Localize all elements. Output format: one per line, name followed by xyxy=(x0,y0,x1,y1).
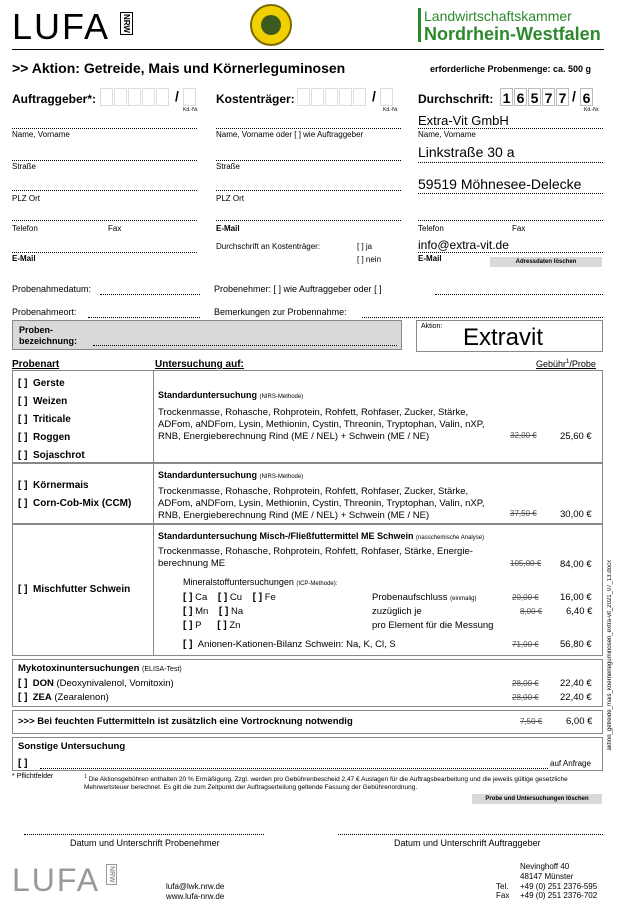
drying-text: >>> Bei feuchten Futtermitteln ist zusätzlich eine Vortrocknung notwendig xyxy=(18,716,353,727)
footer-tel-label: Tel. xyxy=(496,882,509,891)
checkbox[interactable]: [ ] xyxy=(18,480,28,491)
kostentraeger-company-input[interactable] xyxy=(216,116,401,129)
header-rule xyxy=(12,49,604,50)
col3-rule-5 xyxy=(418,252,603,253)
checkbox[interactable]: [ ] xyxy=(18,414,28,425)
nirs-label: (NIRS-Methode) xyxy=(259,474,304,480)
other-checkbox[interactable]: [ ] xyxy=(18,758,28,769)
col2-email-label: E-Mail xyxy=(216,224,240,233)
sampling-place-label: Probenahmeort: xyxy=(12,307,77,317)
checkbox[interactable]: [ ] xyxy=(252,592,263,603)
gebuehr-sup: 1 xyxy=(566,359,570,365)
action-value: Extravit xyxy=(463,324,544,351)
kostentraeger-label: Kostenträger: xyxy=(216,92,295,106)
action-label: Aktion: xyxy=(421,323,443,330)
required-note: * Pflichtfelder xyxy=(12,773,54,780)
sampling-taker-label: Probenehmer: [ ] wie Auftraggeber oder [ ] xyxy=(214,284,382,294)
auftraggeber-company-input[interactable] xyxy=(12,116,197,129)
clear-sample-button[interactable]: Probe und Untersuchungen löschen xyxy=(472,794,602,804)
signature-line-left[interactable] xyxy=(24,834,264,835)
sampling-taker-input[interactable] xyxy=(435,282,603,295)
footer-tel: +49 (0) 251 2376-595 xyxy=(520,882,598,891)
mix-item[interactable] xyxy=(18,584,130,595)
sampling-date-input[interactable] xyxy=(100,282,200,295)
copy-to-label: Durchschrift an Kostenträger: xyxy=(216,242,321,251)
element-label: Fe xyxy=(264,592,276,603)
col3-phone-label: Telefon xyxy=(418,224,444,233)
zea-old-price: 28,00 € xyxy=(512,693,539,702)
anion-new-price: 56,80 € xyxy=(560,639,592,650)
clear-address-button[interactable]: Adressdaten löschen xyxy=(490,257,602,267)
element-label: Na xyxy=(230,606,244,617)
sampling-place-input[interactable] xyxy=(88,305,200,318)
zea-desc: (Zearalenon) xyxy=(54,692,109,703)
sample-amount: erforderliche Probenmenge: ca. 500 g xyxy=(430,64,592,74)
zea-label: ZEA xyxy=(32,692,52,703)
copy-ja-checkbox[interactable]: [ ] ja xyxy=(357,242,373,251)
checkbox[interactable]: [ ] xyxy=(183,639,193,650)
checkbox[interactable]: [ ] xyxy=(183,620,193,631)
checkbox[interactable]: [ ] xyxy=(18,396,28,407)
grain-label: Sojaschrot xyxy=(33,450,85,461)
auftraggeber-kdnr-field[interactable] xyxy=(183,88,197,108)
seal-icon xyxy=(250,4,292,46)
chamber-logo xyxy=(418,8,618,45)
kostentraeger-street-input[interactable] xyxy=(216,178,401,191)
aufschluss-text: Probenaufschluss xyxy=(372,592,448,603)
zuzueglich-new-price: 6,40 € xyxy=(566,606,593,617)
durchschrift-company[interactable]: Extra-Vit GmbH xyxy=(418,113,509,128)
digit: 7 xyxy=(542,88,555,106)
lufa-logo xyxy=(12,6,132,46)
checkbox[interactable]: [ ] xyxy=(18,498,28,509)
durchschrift-slash: / xyxy=(572,88,576,104)
myco-title xyxy=(18,663,182,674)
grain-label: Roggen xyxy=(33,432,71,443)
don-new-price: 22,40 € xyxy=(560,678,592,689)
fee-footnote xyxy=(84,773,604,792)
checkbox[interactable]: [ ] xyxy=(183,592,193,603)
zuzueglich-old-price: 8,00 € xyxy=(520,607,543,616)
std-label: Standarduntersuchung xyxy=(158,470,258,480)
maize-new-price: 30,00 € xyxy=(560,509,592,520)
grain-label: Triticale xyxy=(33,414,71,425)
gebuehr-header xyxy=(536,359,596,369)
footer-fax: +49 (0) 251 2376-702 xyxy=(520,891,598,900)
auftraggeber-plz-input[interactable] xyxy=(12,208,197,221)
footer-street: Nevinghoff 40 xyxy=(520,862,570,871)
checkbox[interactable]: [ ] xyxy=(183,606,193,617)
element-label: Cu xyxy=(229,592,243,603)
elisa-label: (ELISA-Test) xyxy=(142,666,182,673)
don-label: DON xyxy=(32,678,54,689)
footer-web[interactable]: www.lufa-nrw.de xyxy=(166,892,225,901)
list-item[interactable] xyxy=(18,411,85,429)
action-box xyxy=(416,320,603,352)
mineral-title xyxy=(183,577,337,587)
element-row-3 xyxy=(183,620,240,631)
checkbox[interactable]: [ ] xyxy=(18,378,28,389)
list-item[interactable] xyxy=(18,495,131,513)
aufschluss-label xyxy=(372,592,477,603)
kdnr-label-1: Kd.-Nr. xyxy=(183,107,199,113)
footnote-sup: 1 xyxy=(84,774,87,780)
drying-old-price: 7,50 € xyxy=(520,717,543,726)
checkbox[interactable]: [ ] xyxy=(18,432,28,443)
checkbox[interactable]: [ ] xyxy=(18,450,28,461)
maize-label: Körnermais xyxy=(33,480,89,491)
checkbox[interactable]: [ ] xyxy=(217,620,227,631)
checkbox[interactable]: [ ] xyxy=(18,584,28,595)
kostentraeger-slash: / xyxy=(372,88,376,104)
einmalig-text: (einmalig) xyxy=(450,596,477,602)
list-item[interactable] xyxy=(18,477,131,495)
maize-std-title xyxy=(158,470,303,480)
anion-label: Anionen-Kationen-Bilanz Schwein: Na, K, Cl, S xyxy=(197,639,396,650)
col2-plz-label: PLZ Ort xyxy=(216,194,245,203)
probenart-header: Probenart xyxy=(12,359,60,370)
method-label: (nasschemische Analyse) xyxy=(416,535,485,541)
mix-std-title xyxy=(158,531,484,541)
col1-fax-label: Fax xyxy=(108,224,122,233)
maize-desc: Trockenmasse, Rohasche, Rohprotein, Rohfett, Rohfaser, Zucker, Stärke, ADFom, aNDFom, Lysin, Methionin, Cystin, Threonin, Tryptophan, Valin, nXP, RNB, Energieberechnung Rind (ME / NEL) + Schwein (ME / NE) xyxy=(158,486,485,521)
maize-list xyxy=(18,477,131,513)
durchschrift-number-field[interactable] xyxy=(500,88,570,106)
lufa-logo-text: LUFA xyxy=(12,6,111,47)
checkbox[interactable]: [ ] xyxy=(18,692,28,703)
copy-nein-checkbox[interactable]: [ ] nein xyxy=(357,255,382,264)
durchschrift-kdnr-field[interactable] xyxy=(580,88,594,106)
std-label: Standarduntersuchung Misch-/Fließfuttermittel ME Schwein xyxy=(158,531,414,541)
auftraggeber-label: Auftraggeber*: xyxy=(12,92,97,106)
maize-old-price: 37,50 € xyxy=(510,509,537,518)
footnote-text: Die Aktionsgebühren enthalten 20 % Ermäßigung. Zzgl. werden pro Gebührenbescheid 2,47 € Auslagen für die Auftragsbearbeitung und die jeweils gültige gesetzliche Mehrwertsteuer berechnet. Es gilt die zum Zeitpunkt der Auftragserteilung geltende Fassung der Gebührenordnung. xyxy=(84,776,568,792)
element-label: P xyxy=(195,620,202,631)
sample-label-2: bezeichnung: xyxy=(19,336,77,346)
side-filename: aktion_getreide_mais_koernerleguminosen_extra-vit_2021_07_13.docx xyxy=(607,560,613,751)
col1-phone-label: Telefon xyxy=(12,224,38,233)
gebuehr-per: /Probe xyxy=(569,359,596,369)
page-title: >> Aktion: Getreide, Mais und Körnerleguminosen xyxy=(12,60,346,76)
myco-label: Mykotoxinuntersuchungen xyxy=(18,663,140,674)
list-item[interactable] xyxy=(18,375,85,393)
mineral-label: Mineralstoffuntersuchungen xyxy=(183,577,294,587)
aufschluss-old-price: 20,00 € xyxy=(512,593,539,602)
chamber-line2: Nordrhein-Westfalen xyxy=(424,24,601,44)
durchschrift-plz[interactable]: 59519 Möhnesee-Delecke xyxy=(418,176,582,192)
durchschrift-label: Durchschrift: xyxy=(418,92,494,106)
footer-fax-label: Fax xyxy=(496,891,510,900)
mix-new-price: 84,00 € xyxy=(560,559,592,570)
signature-line-right[interactable] xyxy=(338,834,603,835)
col3-email-label: E-Mail xyxy=(418,254,442,263)
digit: 6 xyxy=(514,88,527,106)
kdnr-label-3: Kd.-Nr. xyxy=(584,107,600,113)
drying-new-price: 6,00 € xyxy=(566,716,593,727)
kostentraeger-kdnr-field[interactable] xyxy=(380,88,394,108)
nirs-label: (NIRS-Methode) xyxy=(259,394,304,400)
auftraggeber-email-input[interactable] xyxy=(12,240,197,253)
digit: 1 xyxy=(500,88,513,106)
chamber-line1: Landwirtschaftskammer xyxy=(424,8,572,24)
other-input[interactable] xyxy=(40,756,548,769)
footer-logo-sub: NRW xyxy=(108,866,115,883)
auftraggeber-name-input[interactable] xyxy=(12,148,197,161)
col1-name-label: Name, Vorname xyxy=(12,130,70,139)
std-label: Standarduntersuchung xyxy=(158,390,258,400)
signature-label-right: Datum und Unterschrift Auftraggeber xyxy=(394,838,541,848)
digit: 6 xyxy=(580,88,593,106)
durchschrift-email[interactable]: info@extra-vit.de xyxy=(418,238,509,252)
element-label: Ca xyxy=(195,592,208,603)
list-item[interactable] xyxy=(18,393,85,411)
list-item[interactable] xyxy=(18,429,85,447)
zuzueglich-label: zuzüglich je xyxy=(372,606,422,617)
don-old-price: 28,00 € xyxy=(512,679,539,688)
kostentraeger-number-field[interactable] xyxy=(297,88,367,108)
col1-plz-label: PLZ Ort xyxy=(12,194,41,203)
element-row-1 xyxy=(183,592,276,603)
zea-new-price: 22,40 € xyxy=(560,692,592,703)
kdnr-label-2: Kd.-Nr. xyxy=(383,107,399,113)
other-title: Sonstige Untersuchung xyxy=(18,741,126,752)
checkbox[interactable]: [ ] xyxy=(18,678,28,689)
col2-name-label: Name, Vorname oder [ ] wie Auftraggeber xyxy=(216,130,364,139)
chamber-bar-icon xyxy=(418,8,421,42)
mix-old-price: 105,00 € xyxy=(510,559,542,568)
grain-label: Weizen xyxy=(33,396,68,407)
col3-fax-label: Fax xyxy=(512,224,526,233)
checkbox[interactable]: [ ] xyxy=(217,592,228,603)
col1-email-label: E-Mail xyxy=(12,254,36,263)
auftraggeber-number-field[interactable] xyxy=(100,88,170,108)
digit: 5 xyxy=(528,88,541,106)
icp-label: (ICP-Methode): xyxy=(296,581,338,587)
maize-label: Corn-Cob-Mix (CCM) xyxy=(33,498,132,509)
footer-email[interactable]: lufa@lwk.nrw.de xyxy=(166,882,225,891)
grain-desc: Trockenmasse, Rohasche, Rohprotein, Rohfett, Rohfaser, Zucker, Stärke, ADFom, aNDFom, Lysin, Methionin, Cystin, Threonin, Tryptophan, Valin, nXP, RNB, Energieberechnung Rind (ME / NEL) + Schwein (ME / NE) xyxy=(158,407,485,442)
auftraggeber-slash: / xyxy=(175,88,179,104)
anion-row xyxy=(183,639,396,650)
mix-desc: Trockenmasse, Rohasche, Rohprotein, Rohfett, Rohfaser, Stärke, Energie-berechnung ME xyxy=(158,546,473,569)
sampling-remarks-input[interactable] xyxy=(362,305,603,318)
other-request: auf Anfrage xyxy=(550,759,591,768)
don-row[interactable] xyxy=(18,678,174,689)
lufa-logo-sub: NRW xyxy=(122,14,131,33)
grain-old-price: 32,00 € xyxy=(510,431,537,440)
grain-new-price: 25,60 € xyxy=(560,431,592,442)
checkbox[interactable]: [ ] xyxy=(218,606,229,617)
footer-logo-text: LUFA xyxy=(12,862,101,898)
col3-rule-1 xyxy=(418,128,603,129)
anion-old-price: 71,00 € xyxy=(512,640,539,649)
gebuehr-text: Gebühr xyxy=(536,359,567,369)
aufschluss-new-price: 16,00 € xyxy=(560,592,592,603)
sample-designation-box[interactable] xyxy=(12,320,402,350)
col3-name-label: Name, Vorname xyxy=(418,130,476,139)
don-desc: (Deoxynivalenol, Vomitoxin) xyxy=(56,678,174,689)
element-row-2 xyxy=(183,606,243,617)
auftraggeber-street-input[interactable] xyxy=(12,178,197,191)
sample-label-1: Proben- xyxy=(19,325,54,335)
signature-label-left: Datum und Unterschrift Probenehmer xyxy=(70,838,220,848)
grain-label: Gerste xyxy=(33,378,65,389)
footer-city: 48147 Münster xyxy=(520,872,574,881)
pro-element-label: pro Element für die Messung xyxy=(372,620,494,631)
footer-logo xyxy=(12,862,115,899)
col3-rule-4 xyxy=(418,220,603,221)
sampling-remarks-label: Bemerkungen zur Probennahme: xyxy=(214,307,347,317)
element-label: Zn xyxy=(229,620,241,631)
grain-list xyxy=(18,375,85,465)
kostentraeger-plz-input[interactable] xyxy=(216,208,401,221)
col2-street-label: Straße xyxy=(216,162,241,171)
grain-std-title xyxy=(158,390,303,400)
col3-rule-2 xyxy=(418,162,603,163)
col3-rule-3 xyxy=(418,193,603,194)
sampling-date-label: Probenahmedatum: xyxy=(12,284,92,294)
durchschrift-street[interactable]: Linkstraße 30 a xyxy=(418,144,515,160)
kostentraeger-name-input[interactable] xyxy=(216,148,401,161)
zea-row[interactable] xyxy=(18,692,109,703)
untersuchung-header: Untersuchung auf: xyxy=(155,359,244,370)
col1-street-label: Straße xyxy=(12,162,37,171)
mix-label: Mischfutter Schwein xyxy=(33,584,131,595)
digit: 7 xyxy=(556,88,569,106)
element-label: Mn xyxy=(195,606,209,617)
